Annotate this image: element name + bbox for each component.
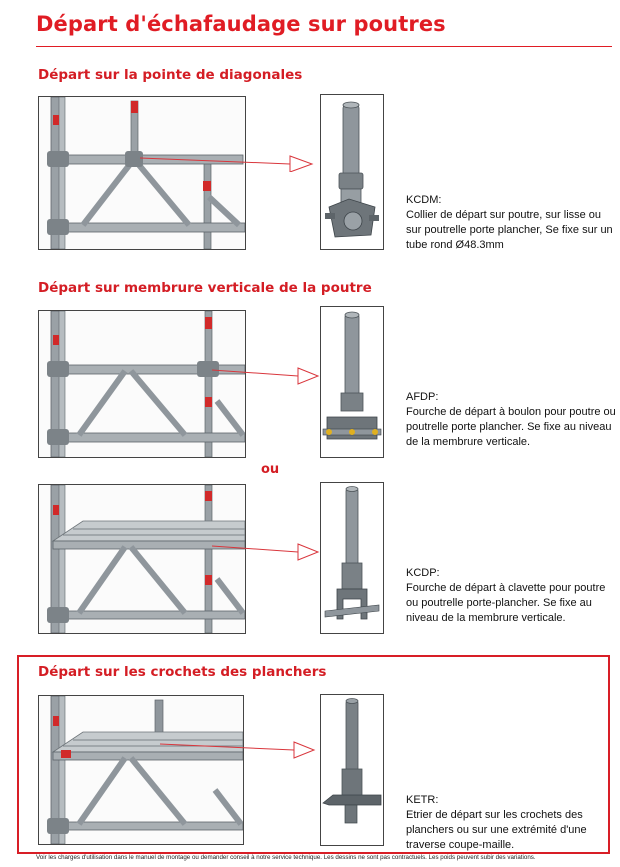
item-description: Etrier de départ sur les crochets des planchers ou sur une extrémité d'une traverse coupe-maille.	[406, 809, 587, 851]
separator-ou: ou	[261, 462, 280, 477]
item-code: KETR:	[406, 794, 439, 806]
item-description: Fourche de départ à clavette pour poutre ou poutrelle porte-plancher. Se fixe au niveau de la membrure verticale.	[406, 582, 606, 624]
section-heading-diagonales: Départ sur la pointe de diagonales	[38, 67, 303, 83]
item-desc-kcdp	[406, 566, 616, 626]
item-description: Fourche de départ à boulon pour poutre ou poutrelle porte plancher. Se fixe au niveau de la membrure verticale.	[406, 406, 616, 448]
part-image-afdp	[320, 306, 384, 458]
item-desc-ketr	[406, 793, 616, 853]
part-image-ketr	[320, 694, 384, 846]
arrow-icon	[160, 738, 320, 760]
arrow-icon	[140, 150, 320, 172]
scaffold-photo-diagonales	[38, 96, 246, 250]
footer-disclaimer: Voir les charges d'utilisation dans le manuel de montage ou demander conseil à notre service technique. Les dessins ne sont pas contractuels. Les poids peuvent subir des variations.	[36, 854, 536, 861]
section-heading-membrure: Départ sur membrure verticale de la poutre	[38, 280, 372, 296]
page-title: Départ d'échafaudage sur poutres	[36, 12, 446, 36]
part-image-kcdm	[320, 94, 384, 250]
item-code: AFDP:	[406, 391, 439, 403]
arrow-icon	[212, 364, 322, 386]
arrow-icon	[212, 540, 322, 562]
item-code: KCDP:	[406, 567, 440, 579]
title-rule	[36, 46, 612, 47]
part-image-kcdp	[320, 482, 384, 634]
item-desc-kcdm	[406, 193, 616, 253]
item-code: KCDM:	[406, 194, 442, 206]
scaffold-photo-crochets	[38, 695, 244, 845]
item-description: Collier de départ sur poutre, sur lisse ou sur poutrelle porte plancher, Se fixe sur un tube rond Ø48.3mm	[406, 209, 613, 251]
section-heading-crochets: Départ sur les crochets des planchers	[38, 664, 327, 680]
item-desc-afdp	[406, 390, 616, 450]
